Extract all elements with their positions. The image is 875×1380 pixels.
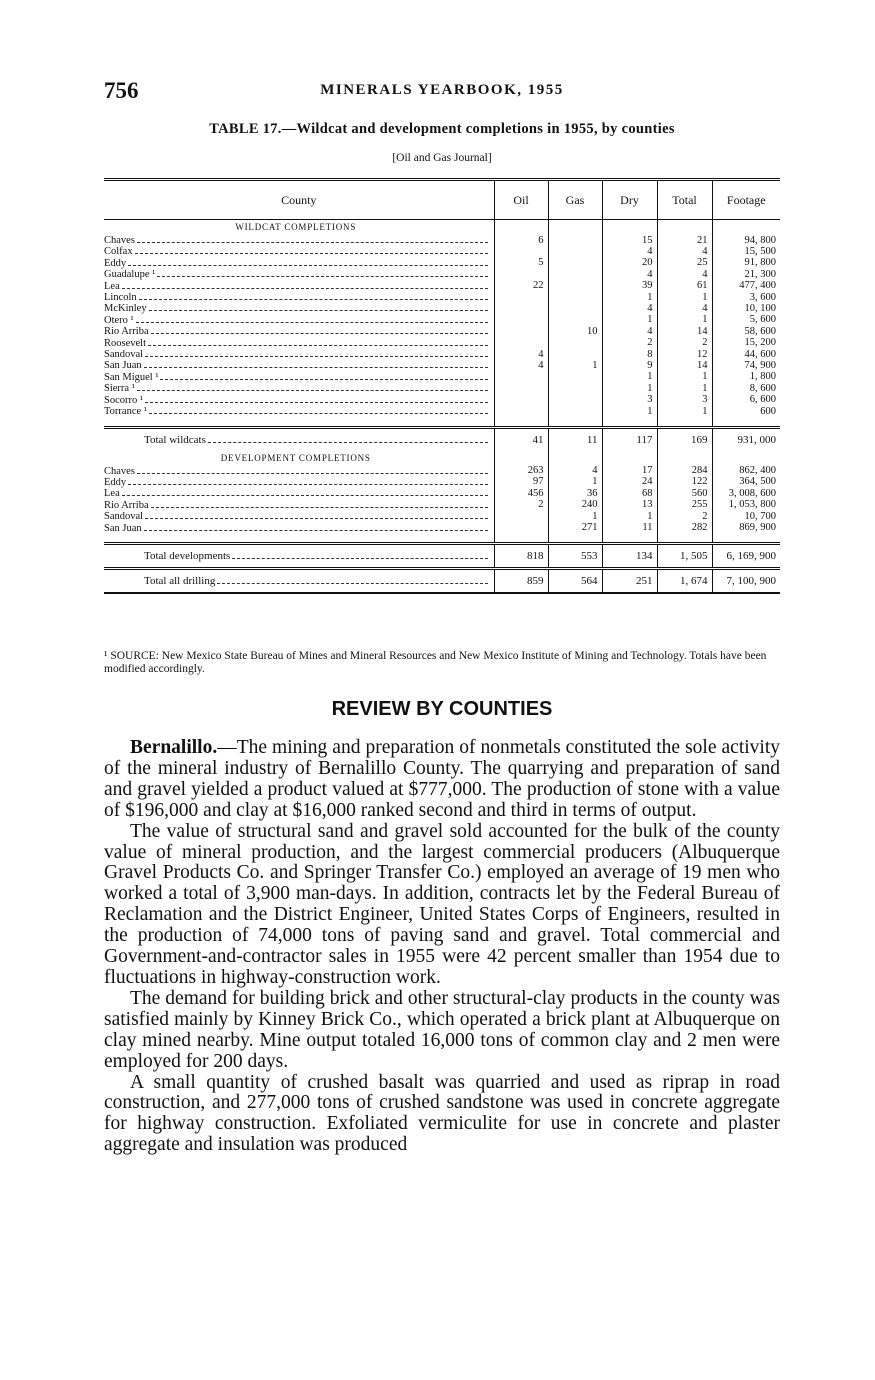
cell-footage: 5, 600 (712, 315, 780, 326)
cell-footage: 10, 100 (712, 303, 780, 314)
section-row (104, 451, 780, 466)
county-name: Total wildcats (144, 433, 206, 446)
cell-county (104, 488, 494, 499)
county-name: San Juan (104, 522, 142, 534)
cell-gas (548, 349, 602, 360)
table-row (104, 258, 780, 269)
leader-dots (144, 360, 488, 368)
cell-gas (548, 372, 602, 383)
cell-footage: 869, 900 (712, 523, 780, 534)
cell-gas (548, 383, 602, 394)
county-name: Roosevelt (104, 337, 146, 349)
cell-dry: 4 (602, 326, 657, 337)
table-row (104, 395, 780, 406)
leader-dots (160, 372, 487, 380)
cell-oil: 263 (494, 466, 548, 477)
empty-cell (548, 451, 602, 466)
cell-total: 255 (657, 500, 712, 511)
cell-gas: 36 (548, 488, 602, 499)
cell-gas (548, 338, 602, 349)
leader-dots (128, 258, 487, 266)
cell-oil: 22 (494, 281, 548, 292)
cell-total: 560 (657, 488, 712, 499)
total-row (104, 543, 780, 568)
cell-oil: 41 (494, 427, 548, 451)
table-row (104, 488, 780, 499)
cell-gas: 553 (548, 543, 602, 568)
cell-footage: 15, 200 (712, 338, 780, 349)
cell-dry: 1 (602, 315, 657, 326)
paragraph-bernalillo (104, 738, 780, 822)
county-name: Socorro ¹ (104, 394, 144, 406)
leader-dots (149, 406, 488, 414)
leader-dots (145, 349, 487, 357)
cell-total: 25 (657, 258, 712, 269)
cell-footage: 6, 169, 900 (712, 543, 780, 568)
leader-dots (145, 511, 487, 519)
county-name: Chaves (104, 465, 135, 477)
cell-gas (548, 269, 602, 280)
county-name: Colfax (104, 246, 133, 258)
cell-footage: 477, 400 (712, 281, 780, 292)
section-label: WILDCAT COMPLETIONS (235, 222, 357, 232)
empty-cell (548, 220, 602, 236)
cell-footage: 8, 600 (712, 383, 780, 394)
cell-total: 21 (657, 235, 712, 246)
cell-total: 61 (657, 281, 712, 292)
cell-gas: 11 (548, 427, 602, 451)
leader-dots (137, 235, 488, 243)
cell-footage: 91, 800 (712, 258, 780, 269)
cell-county (104, 269, 494, 280)
cell-oil (494, 511, 548, 522)
section-label: DEVELOPMENT COMPLETIONS (220, 452, 371, 463)
cell-county (104, 543, 494, 568)
empty-cell (602, 418, 657, 428)
county-name: Eddy (104, 476, 127, 488)
cell-oil (494, 383, 548, 394)
cell-oil (494, 292, 548, 303)
completions-table (104, 178, 780, 594)
cell-gas (548, 292, 602, 303)
cell-dry: 251 (602, 568, 657, 593)
cell-county (104, 568, 494, 593)
cell-county (104, 303, 494, 314)
empty-cell (494, 451, 548, 466)
county-name: San Miguel ¹ (104, 371, 159, 383)
empty-cell (548, 534, 602, 544)
empty-cell (602, 451, 657, 466)
empty-cell (712, 220, 780, 236)
leader-dots (137, 383, 488, 391)
table-row (104, 500, 780, 511)
cell-dry: 68 (602, 488, 657, 499)
county-name: Lincoln (104, 292, 137, 304)
table-body (104, 220, 780, 593)
table-row (104, 523, 780, 534)
cell-oil: 818 (494, 543, 548, 568)
empty-cell (494, 418, 548, 428)
cell-county (104, 500, 494, 511)
cell-total: 122 (657, 477, 712, 488)
cell-dry: 117 (602, 427, 657, 451)
cell-footage: 3, 600 (712, 292, 780, 303)
total-row (104, 427, 780, 451)
table-row (104, 383, 780, 394)
empty-cell (657, 534, 712, 544)
cell-gas: 4 (548, 466, 602, 477)
col-header-gas: Gas (548, 180, 602, 220)
leader-dots (139, 292, 488, 300)
cell-total: 1 (657, 315, 712, 326)
cell-total: 4 (657, 246, 712, 257)
cell-county (104, 246, 494, 257)
cell-oil: 6 (494, 235, 548, 246)
cell-county (104, 292, 494, 303)
cell-total: 1 (657, 372, 712, 383)
table-title: TABLE 17.—Wildcat and development completions in 1955, by counties (209, 121, 675, 137)
cell-dry: 1 (602, 372, 657, 383)
cell-total: 1 (657, 406, 712, 417)
cell-gas: 271 (548, 523, 602, 534)
empty-cell (602, 220, 657, 236)
leader-dots (232, 551, 487, 559)
cell-oil (494, 395, 548, 406)
county-name: Lea (104, 488, 120, 500)
paragraph-clay: The demand for building brick and other structural-clay products in the county was satisfied mainly by Kinney Brick Co., which operated a brick plant at Albuquerque on clay mined nearby. Mine output totaled 16,000 tons of common clay and 2 men were employed for 200 days. (104, 987, 780, 1072)
cell-dry: 15 (602, 235, 657, 246)
cell-footage: 44, 600 (712, 349, 780, 360)
leader-dots (128, 477, 487, 485)
table-row (104, 511, 780, 522)
cell-dry: 24 (602, 477, 657, 488)
cell-county (104, 383, 494, 394)
cell-footage: 3, 008, 600 (712, 488, 780, 499)
cell-dry: 11 (602, 523, 657, 534)
leader-dots (208, 435, 488, 443)
page-number: 756 (104, 78, 139, 103)
cell-total: 12 (657, 349, 712, 360)
empty-cell (602, 534, 657, 544)
cell-footage: 1, 800 (712, 372, 780, 383)
paragraph-lead: Bernalillo. (130, 737, 218, 758)
cell-oil: 456 (494, 488, 548, 499)
table-row (104, 246, 780, 257)
cell-gas: 10 (548, 326, 602, 337)
county-name: Guadalupe ¹ (104, 269, 156, 281)
cell-dry: 1 (602, 383, 657, 394)
col-header-county: County (104, 180, 494, 220)
cell-county (104, 406, 494, 417)
cell-dry: 39 (602, 281, 657, 292)
leader-dots (148, 338, 488, 346)
cell-county (104, 281, 494, 292)
cell-county (104, 395, 494, 406)
cell-oil: 97 (494, 477, 548, 488)
cell-county (104, 315, 494, 326)
cell-dry: 4 (602, 246, 657, 257)
cell-gas: 564 (548, 568, 602, 593)
leader-dots (149, 303, 488, 311)
cell-county (104, 338, 494, 349)
col-header-oil: Oil (494, 180, 548, 220)
cell-total: 1, 674 (657, 568, 712, 593)
cell-gas (548, 246, 602, 257)
cell-footage: 15, 500 (712, 246, 780, 257)
running-title: MINERALS YEARBOOK, 1955 (320, 82, 564, 98)
county-name: Sierra ¹ (104, 383, 135, 395)
cell-footage: 364, 500 (712, 477, 780, 488)
cell-oil: 4 (494, 349, 548, 360)
cell-dry: 9 (602, 360, 657, 371)
cell-total: 2 (657, 338, 712, 349)
cell-total: 3 (657, 395, 712, 406)
leader-dots (144, 523, 488, 531)
cell-oil (494, 406, 548, 417)
cell-dry: 17 (602, 466, 657, 477)
cell-gas (548, 315, 602, 326)
cell-dry: 4 (602, 303, 657, 314)
spacer-row (104, 534, 780, 544)
leader-dots (135, 246, 488, 254)
cell-dry: 3 (602, 395, 657, 406)
cell-oil: 4 (494, 360, 548, 371)
county-name: Rio Arriba (104, 326, 149, 338)
cell-total: 2 (657, 511, 712, 522)
cell-gas: 1 (548, 511, 602, 522)
cell-county (104, 477, 494, 488)
cell-county (104, 235, 494, 246)
cell-gas (548, 406, 602, 417)
empty-cell (548, 418, 602, 428)
table-row (104, 349, 780, 360)
county-name: San Juan (104, 360, 142, 372)
cell-gas (548, 281, 602, 292)
col-header-dry: Dry (602, 180, 657, 220)
cell-footage: 1, 053, 800 (712, 500, 780, 511)
table-row (104, 315, 780, 326)
county-name: Chaves (104, 235, 135, 246)
section-row (104, 220, 780, 236)
cell-county (104, 326, 494, 337)
cell-dry: 1 (602, 406, 657, 417)
cell-oil (494, 315, 548, 326)
cell-footage: 7, 100, 900 (712, 568, 780, 593)
cell-gas (548, 303, 602, 314)
table-row (104, 269, 780, 280)
cell-total: 1 (657, 292, 712, 303)
table-row (104, 372, 780, 383)
leader-dots (122, 488, 488, 496)
cell-footage: 600 (712, 406, 780, 417)
table-row (104, 281, 780, 292)
total-row (104, 568, 780, 593)
cell-footage: 931, 000 (712, 427, 780, 451)
table-row (104, 360, 780, 371)
table-header-row (104, 180, 780, 220)
cell-footage: 862, 400 (712, 466, 780, 477)
cell-gas: 1 (548, 360, 602, 371)
cell-oil (494, 523, 548, 534)
cell-total: 1 (657, 383, 712, 394)
empty-cell (657, 451, 712, 466)
table-row (104, 292, 780, 303)
empty-cell (494, 534, 548, 544)
cell-gas (548, 258, 602, 269)
cell-total: 14 (657, 326, 712, 337)
table-row (104, 235, 780, 246)
cell-county (104, 466, 494, 477)
empty-cell (657, 220, 712, 236)
cell-oil: 5 (494, 258, 548, 269)
county-name: Total developments (144, 549, 231, 562)
cell-dry: 4 (602, 269, 657, 280)
county-name: Sandoval (104, 349, 144, 361)
paragraph-text: —The mining and preparation of nonmetals constituted the sole activity of the mineral industry of Bernalillo County. The quarrying and preparation of sand and gravel yielded a product valued at $777,000. The production of stone with a value of $196,000 and clay at $16,000 ranked second and third in terms of output. (104, 737, 780, 821)
empty-cell (104, 418, 494, 428)
cell-footage: 74, 900 (712, 360, 780, 371)
cell-oil: 2 (494, 500, 548, 511)
county-name: Rio Arriba (104, 499, 149, 511)
cell-county (104, 349, 494, 360)
cell-dry: 1 (602, 292, 657, 303)
county-name: Lea (104, 280, 120, 292)
cell-county (104, 523, 494, 534)
leader-dots (151, 326, 488, 334)
cell-total: 4 (657, 269, 712, 280)
cell-oil (494, 372, 548, 383)
cell-county (104, 511, 494, 522)
empty-cell (494, 220, 548, 236)
county-name: Total all drilling (144, 574, 216, 587)
body-text (104, 738, 780, 1156)
cell-total: 1, 505 (657, 543, 712, 568)
empty-cell (712, 451, 780, 466)
county-name: Otero ¹ (104, 314, 134, 326)
cell-dry: 20 (602, 258, 657, 269)
county-name: Torrance ¹ (104, 406, 147, 418)
cell-oil: 859 (494, 568, 548, 593)
leader-dots (137, 466, 488, 474)
leader-dots (122, 281, 488, 289)
cell-dry: 2 (602, 338, 657, 349)
leader-dots (217, 576, 487, 584)
cell-footage: 94, 800 (712, 235, 780, 246)
cell-dry: 1 (602, 511, 657, 522)
cell-county (104, 372, 494, 383)
cell-total: 169 (657, 427, 712, 451)
cell-total: 282 (657, 523, 712, 534)
table-row (104, 338, 780, 349)
empty-cell (712, 418, 780, 428)
table-row (104, 477, 780, 488)
paragraph-stone: A small quantity of crushed basalt was quarried and used as riprap in road construction, and 277,000 tons of crushed sandstone was used in concrete aggregate for highway construction. Exfoliated vermiculite for use in concrete and plaster aggregate and insulation was produced (104, 1071, 780, 1156)
table-source: [Oil and Gas Journal] (392, 152, 492, 164)
cell-footage: 58, 600 (712, 326, 780, 337)
cell-footage: 6, 600 (712, 395, 780, 406)
cell-footage: 21, 300 (712, 269, 780, 280)
county-name: McKinley (104, 303, 147, 315)
cell-dry: 13 (602, 500, 657, 511)
cell-dry: 8 (602, 349, 657, 360)
cell-dry: 134 (602, 543, 657, 568)
leader-dots (136, 315, 488, 323)
page-header (104, 78, 780, 108)
cell-total: 14 (657, 360, 712, 371)
table-row (104, 466, 780, 477)
cell-oil (494, 269, 548, 280)
leader-dots (157, 269, 487, 277)
cell-gas: 1 (548, 477, 602, 488)
cell-footage: 10, 700 (712, 511, 780, 522)
empty-cell (104, 534, 494, 544)
col-header-footage: Footage (712, 180, 780, 220)
county-name: Sandoval (104, 511, 144, 523)
cell-gas (548, 235, 602, 246)
cell-gas: 240 (548, 500, 602, 511)
empty-cell (657, 418, 712, 428)
leader-dots (151, 500, 488, 508)
cell-oil (494, 338, 548, 349)
cell-oil (494, 246, 548, 257)
cell-gas (548, 395, 602, 406)
cell-total: 284 (657, 466, 712, 477)
cell-oil (494, 303, 548, 314)
empty-cell (712, 534, 780, 544)
section-heading: REVIEW BY COUNTIES (331, 698, 553, 720)
cell-total: 4 (657, 303, 712, 314)
cell-county (104, 360, 494, 371)
leader-dots (145, 395, 487, 403)
cell-county (104, 258, 494, 269)
cell-oil (494, 326, 548, 337)
table-footnote: ¹ SOURCE: New Mexico State Bureau of Mines and Mineral Resources and New Mexico Institute of Mining and Technology. Totals have been modified accordingly. (104, 650, 767, 675)
col-header-total: Total (657, 180, 712, 220)
county-name: Eddy (104, 257, 127, 269)
table-row (104, 406, 780, 417)
paragraph-sand-gravel: The value of structural sand and gravel sold accounted for the bulk of the county value of mineral production, and the largest commercial producers (Albuquerque Gravel Products Co. and Springer Transfer Co.) employed an average of 19 men who worked a total of 3,900 man-days. In addition, contracts let by the Federal Bureau of Reclamation and the District Engineer, United States Corps of Engineers, resulted in the production of 74,000 tons of paving sand and gravel. Total commercial and Government-and-contractor sales in 1955 were 42 percent smaller than 1954 due to fluctuations in highway-construction work. (104, 820, 780, 988)
cell-county (104, 427, 494, 451)
table-row (104, 303, 780, 314)
spacer-row (104, 418, 780, 428)
table-row (104, 326, 780, 337)
